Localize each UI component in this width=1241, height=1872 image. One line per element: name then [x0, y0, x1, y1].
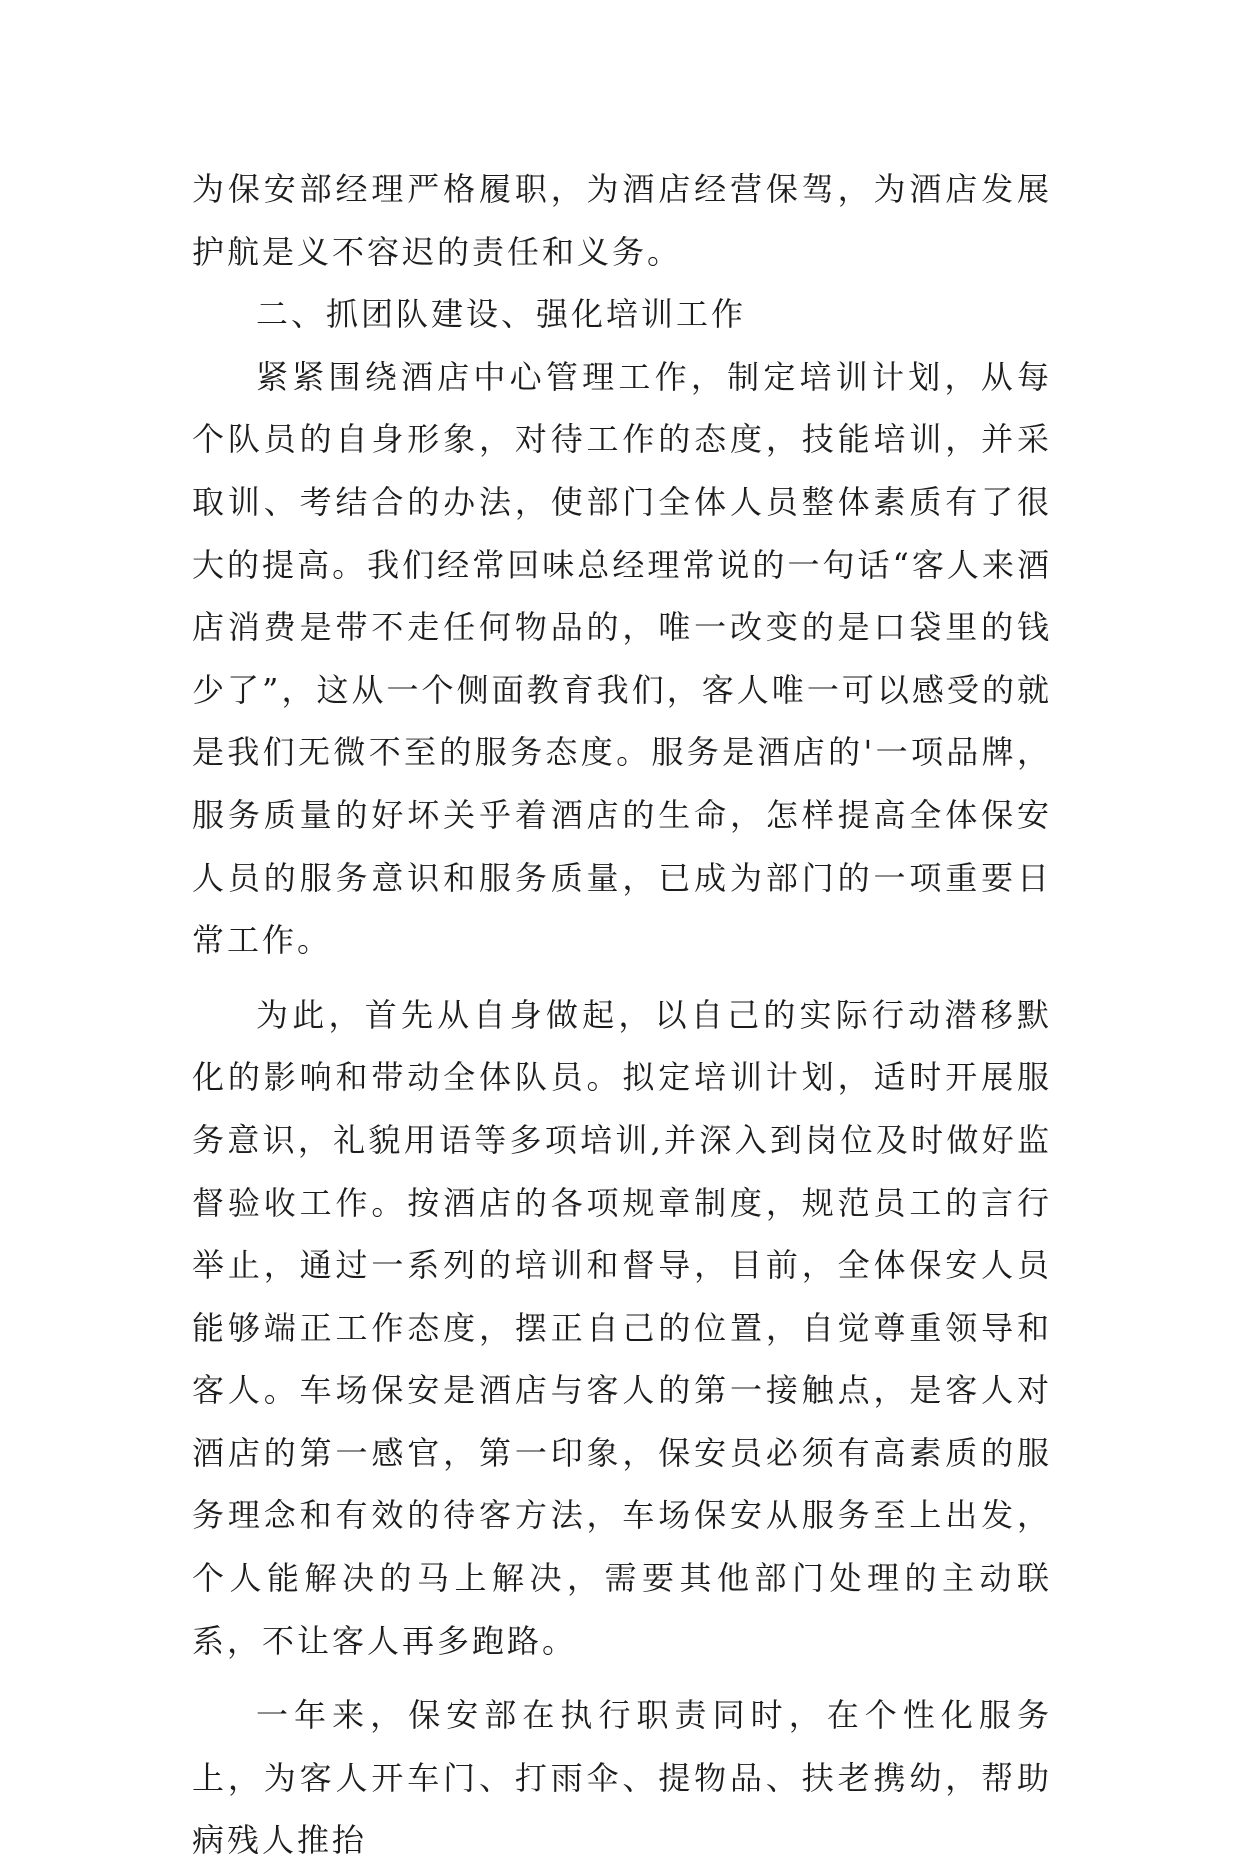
paragraph-continuation: 为保安部经理严格履职，为酒店经营保驾，为酒店发展护航是义不容迟的责任和义务。	[192, 170, 1052, 271]
paragraph-self-example: 为此，首先从自身做起，以自己的实际行动潜移默化的影响和带动全体队员。拟定培训计划，适时开展服务意识，礼貌用语等多项培训,并深入到岗位及时做好监督验收工作。按酒店的各项规章制度，规范员工的言行举止，通过一系列的培训和督导，目前，全体保安人员能够端正工作态度，摆正自己的位置，自觉尊重领导和客人。车场保安是酒店与客人的第一接触点，是客人对酒店的第一感官，第一印象，保安员必须有高素质的服务理念和有效的待客方法，车场保安从服务至上出发，个人能解决的马上解决，需要其他部门处理的主动联系，不让客人再多跑路。	[192, 995, 1052, 1660]
paragraph-year-summary: 一年来，保安部在执行职责同时，在个性化服务上，为客人开车门、打雨伞、提物品、扶老携幼，帮助病残人推抬	[192, 1696, 1052, 1860]
paragraph-training-plan: 紧紧围绕酒店中心管理工作，制定培训计划，从每个队员的自身形象，对待工作的态度，技能培训，并采取训、考结合的办法，使部门全体人员整体素质有了很大的提高。我们经常回味总经理常说的一句话“客人来酒店消费是带不走任何物品的，唯一改变的是口袋里的钱少了”，这从一个侧面教育我们，客人唯一可以感受的就是我们无微不至的服务态度。服务是酒店的'一项品牌，服务质量的好坏关乎着酒店的生命，怎样提高全体保安人员的服务意识和服务质量，已成为部门的一项重要日常工作。	[192, 357, 1052, 960]
document-body	[192, 158, 1052, 1872]
section-heading: 二、抓团队建设、强化培训工作	[256, 295, 747, 334]
